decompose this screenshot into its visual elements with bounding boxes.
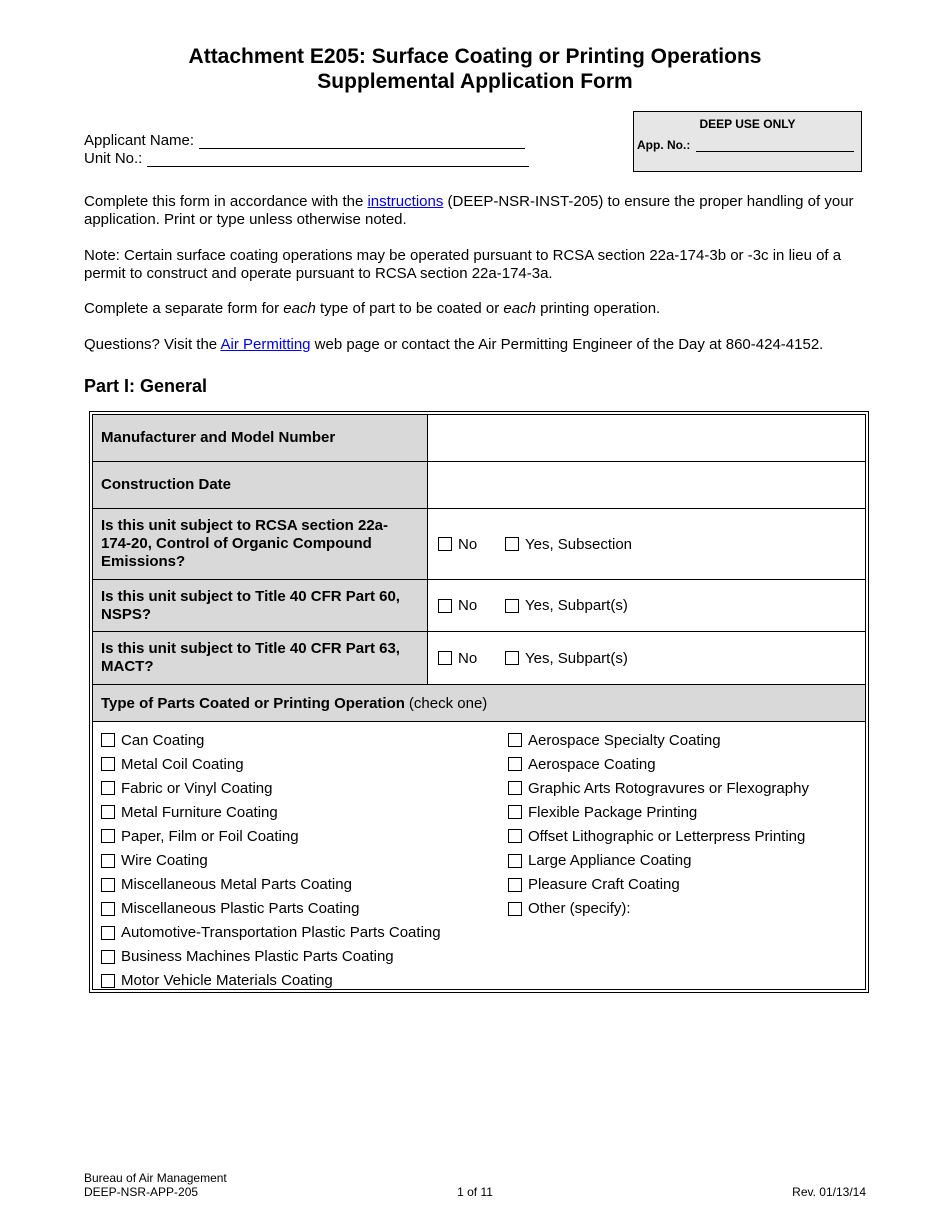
- type-option-checkbox[interactable]: [101, 805, 115, 819]
- type-option[interactable]: [101, 873, 441, 897]
- type-option[interactable]: [508, 752, 809, 776]
- type-heading-note: (check one): [408, 694, 488, 712]
- type-heading-text: Type of Parts Coated or Printing Operation: [101, 694, 405, 712]
- nsps-yes-option[interactable]: [505, 597, 628, 614]
- type-option[interactable]: [101, 921, 441, 945]
- type-options-left: [101, 728, 441, 993]
- type-option[interactable]: [508, 897, 809, 921]
- type-option-label: Offset Lithographic or Letterpress Printing: [528, 827, 806, 845]
- instructions-link[interactable]: instructions: [367, 193, 444, 210]
- emphasis-text: each: [283, 300, 316, 317]
- type-option-checkbox[interactable]: [508, 733, 522, 747]
- type-option-checkbox[interactable]: [508, 781, 522, 795]
- paragraph-text: web page or contact the Air Permitting Engineer of the Day at 860-424-4152.: [310, 336, 824, 353]
- unit-no-field[interactable]: [147, 152, 529, 167]
- part-1-heading: Part I: General: [84, 376, 208, 396]
- type-option[interactable]: [101, 969, 441, 993]
- manufacturer-field[interactable]: [428, 415, 865, 461]
- type-option-checkbox[interactable]: [101, 926, 115, 940]
- construction-date-field[interactable]: [428, 462, 865, 508]
- mact-yes-option[interactable]: [505, 650, 628, 667]
- manufacturer-label: Manufacturer and Model Number: [93, 415, 428, 461]
- type-option-checkbox[interactable]: [101, 829, 115, 843]
- paragraph-text: Complete a separate form for: [84, 300, 284, 317]
- type-option-checkbox[interactable]: [508, 829, 522, 843]
- note-paragraph: Note: Certain surface coating operations may be operated pursuant to RCSA section 22a-174-3b or -3c in lieu of a permit to construct and operate pursuant to RCSA section 22a-174-3a.: [84, 247, 842, 282]
- type-option-label: Metal Coil Coating: [121, 755, 244, 773]
- form-title: [0, 44, 950, 94]
- type-option[interactable]: [101, 752, 441, 776]
- app-no-label: App. No.:: [637, 138, 691, 152]
- type-options-right: [508, 728, 809, 921]
- rcsa-no-checkbox[interactable]: [438, 537, 452, 551]
- separate-form-paragraph: [84, 300, 884, 318]
- nsps-no-option[interactable]: [438, 597, 477, 614]
- rcsa-question: Is this unit subject to RCSA section 22a-174-20, Control of Organic Compound Emissions?: [93, 509, 428, 579]
- applicant-block: [84, 131, 529, 167]
- paragraph-text: type of part to be coated or: [315, 300, 504, 317]
- type-option[interactable]: [101, 776, 441, 800]
- type-option[interactable]: [101, 800, 441, 824]
- applicant-name-field[interactable]: [199, 134, 525, 149]
- rcsa-yes-option[interactable]: [505, 536, 632, 553]
- type-option-label: Metal Furniture Coating: [121, 803, 278, 821]
- option-label: No: [458, 649, 478, 667]
- deep-use-only-box: [633, 111, 862, 172]
- type-option-label: Pleasure Craft Coating: [528, 876, 680, 894]
- deep-use-only-heading: DEEP USE ONLY: [699, 117, 796, 131]
- manufacturer-row: [93, 415, 865, 462]
- type-option-label: Automotive-Transportation Plastic Parts Coating: [121, 924, 441, 942]
- type-option[interactable]: [101, 848, 441, 872]
- type-option-checkbox[interactable]: [101, 902, 115, 916]
- construction-date-row: [93, 462, 865, 509]
- type-option[interactable]: [508, 728, 809, 752]
- paragraph-text: printing operation.: [535, 300, 661, 317]
- type-option-checkbox[interactable]: [508, 854, 522, 868]
- type-option-checkbox[interactable]: [101, 854, 115, 868]
- type-option-checkbox[interactable]: [101, 757, 115, 771]
- type-option-label: Other (specify):: [528, 900, 631, 918]
- nsps-no-checkbox[interactable]: [438, 599, 452, 613]
- applicant-name-label: Applicant Name:: [84, 132, 195, 149]
- type-option[interactable]: [101, 945, 441, 969]
- questions-paragraph: [84, 336, 884, 354]
- type-option-label: Business Machines Plastic Parts Coating: [121, 948, 394, 966]
- option-label: Yes, Subpart(s): [525, 597, 628, 614]
- type-option[interactable]: [508, 800, 809, 824]
- mact-question: Is this unit subject to Title 40 CFR Part 63, MACT?: [93, 632, 428, 684]
- intro-paragraph-1: [84, 193, 884, 229]
- type-option-checkbox[interactable]: [101, 950, 115, 964]
- type-option-label: Miscellaneous Metal Parts Coating: [121, 876, 352, 894]
- mact-yes-checkbox[interactable]: [505, 651, 519, 665]
- type-option-label: Wire Coating: [121, 852, 208, 870]
- nsps-yes-checkbox[interactable]: [505, 599, 519, 613]
- type-option-label: Aerospace Coating: [528, 755, 656, 773]
- option-label: Yes, Subsection: [525, 535, 633, 553]
- type-option-label: Miscellaneous Plastic Parts Coating: [121, 900, 360, 918]
- type-option-checkbox[interactable]: [101, 878, 115, 892]
- type-option-checkbox[interactable]: [101, 974, 115, 988]
- type-option-checkbox[interactable]: [508, 878, 522, 892]
- type-option-label: Graphic Arts Rotogravures or Flexography: [528, 779, 809, 797]
- title-line-1: Attachment E205: Surface Coating or Printing Operations: [188, 45, 762, 68]
- app-no-field[interactable]: [696, 139, 854, 152]
- type-option[interactable]: [508, 776, 809, 800]
- type-option-checkbox[interactable]: [101, 733, 115, 747]
- mact-row: [93, 632, 865, 685]
- paragraph-text: Questions? Visit the: [84, 336, 221, 353]
- type-option-label: Can Coating: [121, 731, 205, 749]
- type-of-parts-heading: [93, 685, 865, 722]
- air-permitting-link[interactable]: Air Permitting: [220, 336, 311, 353]
- mact-no-option[interactable]: [438, 650, 477, 667]
- type-option-checkbox[interactable]: [508, 902, 522, 916]
- type-option[interactable]: [101, 728, 441, 752]
- footer-form-id: DEEP-NSR-APP-205: [84, 1185, 199, 1199]
- option-label: No: [458, 535, 478, 553]
- nsps-question: Is this unit subject to Title 40 CFR Part 60, NSPS?: [93, 580, 428, 631]
- type-option[interactable]: [508, 873, 809, 897]
- rcsa-yes-checkbox[interactable]: [505, 537, 519, 551]
- type-option-checkbox[interactable]: [508, 757, 522, 771]
- mact-no-checkbox[interactable]: [438, 651, 452, 665]
- type-option[interactable]: [508, 824, 809, 848]
- unit-no-label: Unit No.:: [84, 150, 143, 167]
- type-option-label: Large Appliance Coating: [528, 852, 692, 870]
- type-option-label: Flexible Package Printing: [528, 803, 698, 821]
- rcsa-row: [93, 509, 865, 580]
- emphasis-text: each: [503, 300, 536, 317]
- type-option-label: Fabric or Vinyl Coating: [121, 779, 273, 797]
- footer-page-number: 1 of 11: [457, 1185, 493, 1199]
- type-option[interactable]: [101, 824, 441, 848]
- type-option-label: Paper, Film or Foil Coating: [121, 827, 299, 845]
- intro-text: Complete this form in accordance with the: [84, 193, 368, 210]
- nsps-row: [93, 580, 865, 632]
- type-option[interactable]: [508, 848, 809, 872]
- footer-bureau: Bureau of Air Management: [84, 1171, 227, 1185]
- type-option-checkbox[interactable]: [508, 805, 522, 819]
- title-line-2: Supplemental Application Form: [317, 70, 633, 93]
- intro-text: (DEEP-NSR-INST-205) to ensure the proper handling of your application. Print or type unless otherwise noted.: [84, 193, 854, 228]
- type-option-label: Aerospace Specialty Coating: [528, 731, 721, 749]
- type-option-label: Motor Vehicle Materials Coating: [121, 972, 333, 990]
- option-label: No: [458, 597, 478, 614]
- construction-date-label: Construction Date: [93, 462, 428, 508]
- general-table: [89, 411, 869, 993]
- footer-revision: Rev. 01/13/14: [792, 1185, 866, 1199]
- option-label: Yes, Subpart(s): [525, 649, 628, 667]
- type-option-checkbox[interactable]: [101, 781, 115, 795]
- type-option[interactable]: [101, 897, 441, 921]
- rcsa-no-option[interactable]: [438, 536, 477, 553]
